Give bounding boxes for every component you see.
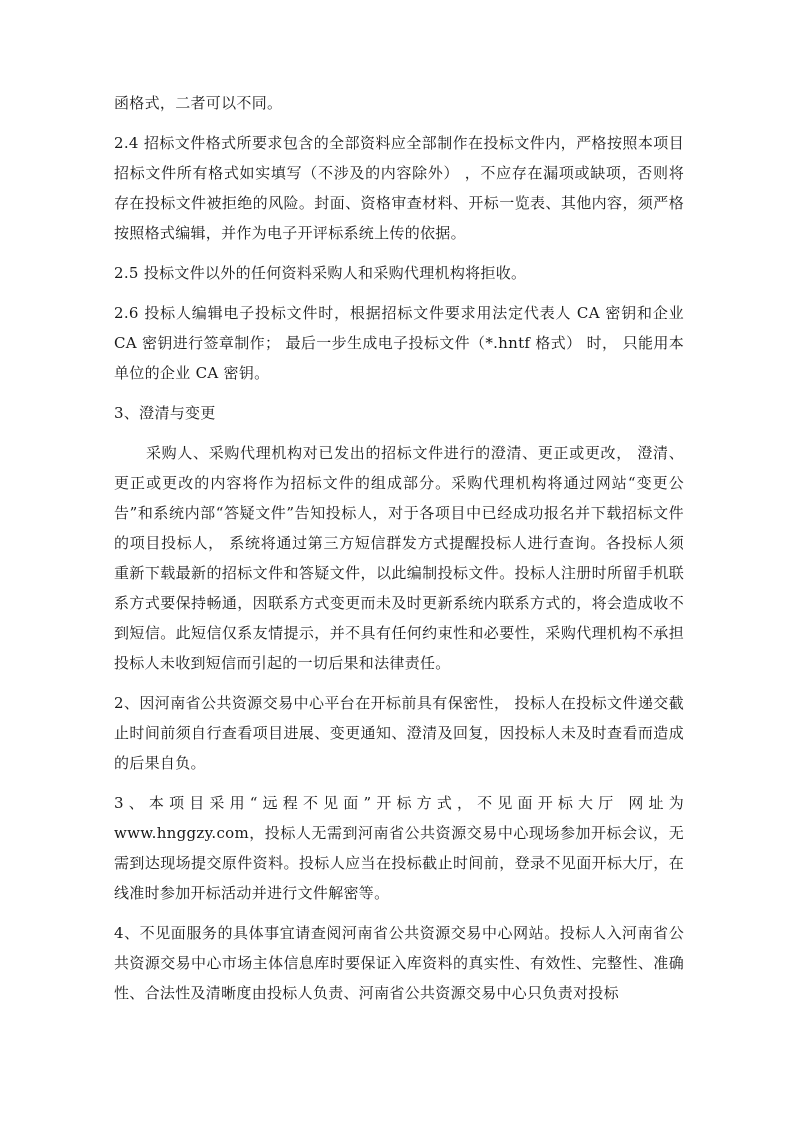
paragraph-format-continuation: 函格式，二者可以不同。 [114, 94, 283, 112]
paragraph-item-4: 4、不见面服务的具体事宜请查阅河南省公共资源交易中心网站。投标人入河南省公共资源交易中心市场主体信息库时要保证入库资料的真实性、有效性、完整性、准确性、合法性及清晰度由投标人负责、河南省公共资源交易中心只负责对投标 [114, 924, 684, 1002]
paragraph-item-2: 2、因河南省公共资源交易中心平台在开标前具有保密性， 投标人在投标文件递交截止时间前须自行查看项目进展、变更通知、澄清及回复，因投标人未及时查看而造成的后果自负。 [114, 694, 684, 772]
paragraph-2-5: 2.5 投标文件以外的任何资料采购人和采购代理机构将拒收。 [114, 264, 527, 282]
section-heading-clarification: 3、澄清与变更 [114, 404, 216, 422]
paragraph-2-4: 2.4 招标文件格式所要求包含的全部资料应全部制作在投标文件内，严格按照本项目招标文件所有格式如实填写（不涉及的内容除外） ，不应存在漏项或缺项，否则将存在投标文件被拒绝的风险。封面、资格审查材料、开标一览表、其他内容，须严格按照格式编辑，并作为电子开评标系统上传的依据。 [114, 134, 684, 242]
paragraph-item-3: 3、本项目采用“远程不见面”开标方式，不见面开标大厅 网址为www.hnggzy.com，投标人无需到河南省公共资源交易中心现场参加开标会议，无需到达现场提交原件资料。投标人应当在投标截止时间前，登录不见面开标大厅，在线准时参加开标活动并进行文件解密等。 [114, 794, 684, 902]
paragraph-clarification-body: 采购人、采购代理机构对已发出的招标文件进行的澄清、更正或更改， 澄清、更正或更改的内容将作为招标文件的组成部分。采购代理机构将通过网站“变更公告”和系统内部“答疑文件”告知投标人，对于各项目中已经成功报名并下载招标文件的项目投标人， 系统将通过第三方短信群发方式提醒投标人进行查询。各投标人须重新下载最新的招标文件和答疑文件，以此编制投标文件。投标人注册时所留手机联系方式要保持畅通，因联系方式变更而未及时更新系统内联系方式的，将会造成收不到短信。此短信仅系友情提示，并不具有任何约束性和必要性，采购代理机构不承担投标人未收到短信而引起的一切后果和法律责任。 [114, 444, 684, 672]
document-page [114, 88, 684, 1018]
paragraph-2-6: 2.6 投标人编辑电子投标文件时，根据招标文件要求用法定代表人 CA 密钥和企业 CA 密钥进行签章制作； 最后一步生成电子投标文件（*.hntf 格式） 时， 只能用本单位的企业 CA 密钥。 [114, 304, 684, 382]
